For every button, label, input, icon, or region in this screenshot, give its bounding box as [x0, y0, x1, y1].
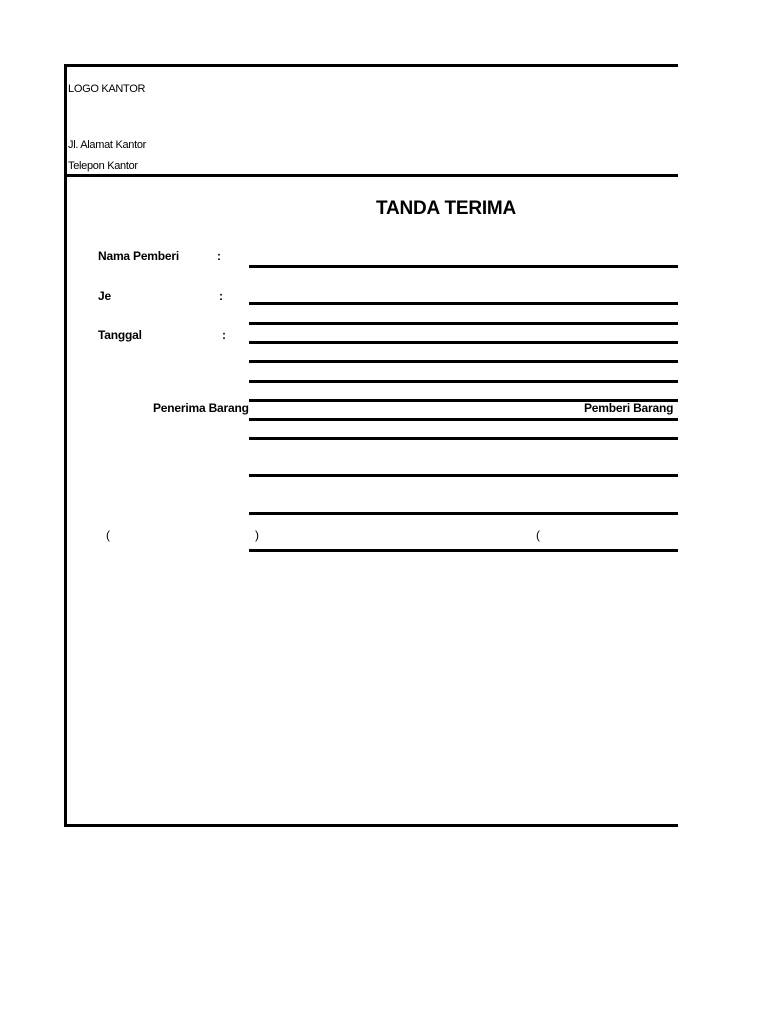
header-divider	[64, 174, 678, 177]
fill-line	[249, 418, 678, 421]
fill-line	[249, 302, 678, 305]
office-address: Jl. Alamat Kantor	[68, 139, 147, 151]
field-colon-je: :	[219, 289, 223, 303]
field-label-je: Je	[98, 289, 111, 303]
fill-line	[249, 474, 678, 477]
field-label-tanggal: Tanggal	[98, 328, 142, 342]
fill-line	[249, 380, 678, 383]
office-phone: Telepon Kantor	[68, 160, 138, 172]
fill-line	[249, 341, 678, 344]
giver-open-paren: (	[536, 528, 540, 542]
signature-label-receiver: Penerima Barang	[153, 401, 249, 415]
fill-line	[249, 512, 678, 515]
field-colon-nama-pemberi: :	[217, 249, 221, 263]
field-label-nama-pemberi: Nama Pemberi	[98, 249, 179, 263]
fill-line	[249, 437, 678, 440]
document-frame	[64, 64, 678, 827]
receiver-close-paren: )	[255, 528, 259, 542]
fill-line	[249, 360, 678, 363]
fill-line	[249, 322, 678, 325]
signature-label-giver: Pemberi Barang	[584, 401, 674, 415]
document-title: TANDA TERIMA	[376, 198, 517, 219]
fill-line	[249, 549, 678, 552]
logo-placeholder: LOGO KANTOR	[68, 83, 146, 95]
receiver-open-paren: (	[106, 528, 110, 542]
fill-line	[249, 265, 678, 268]
field-colon-tanggal: :	[222, 328, 226, 342]
